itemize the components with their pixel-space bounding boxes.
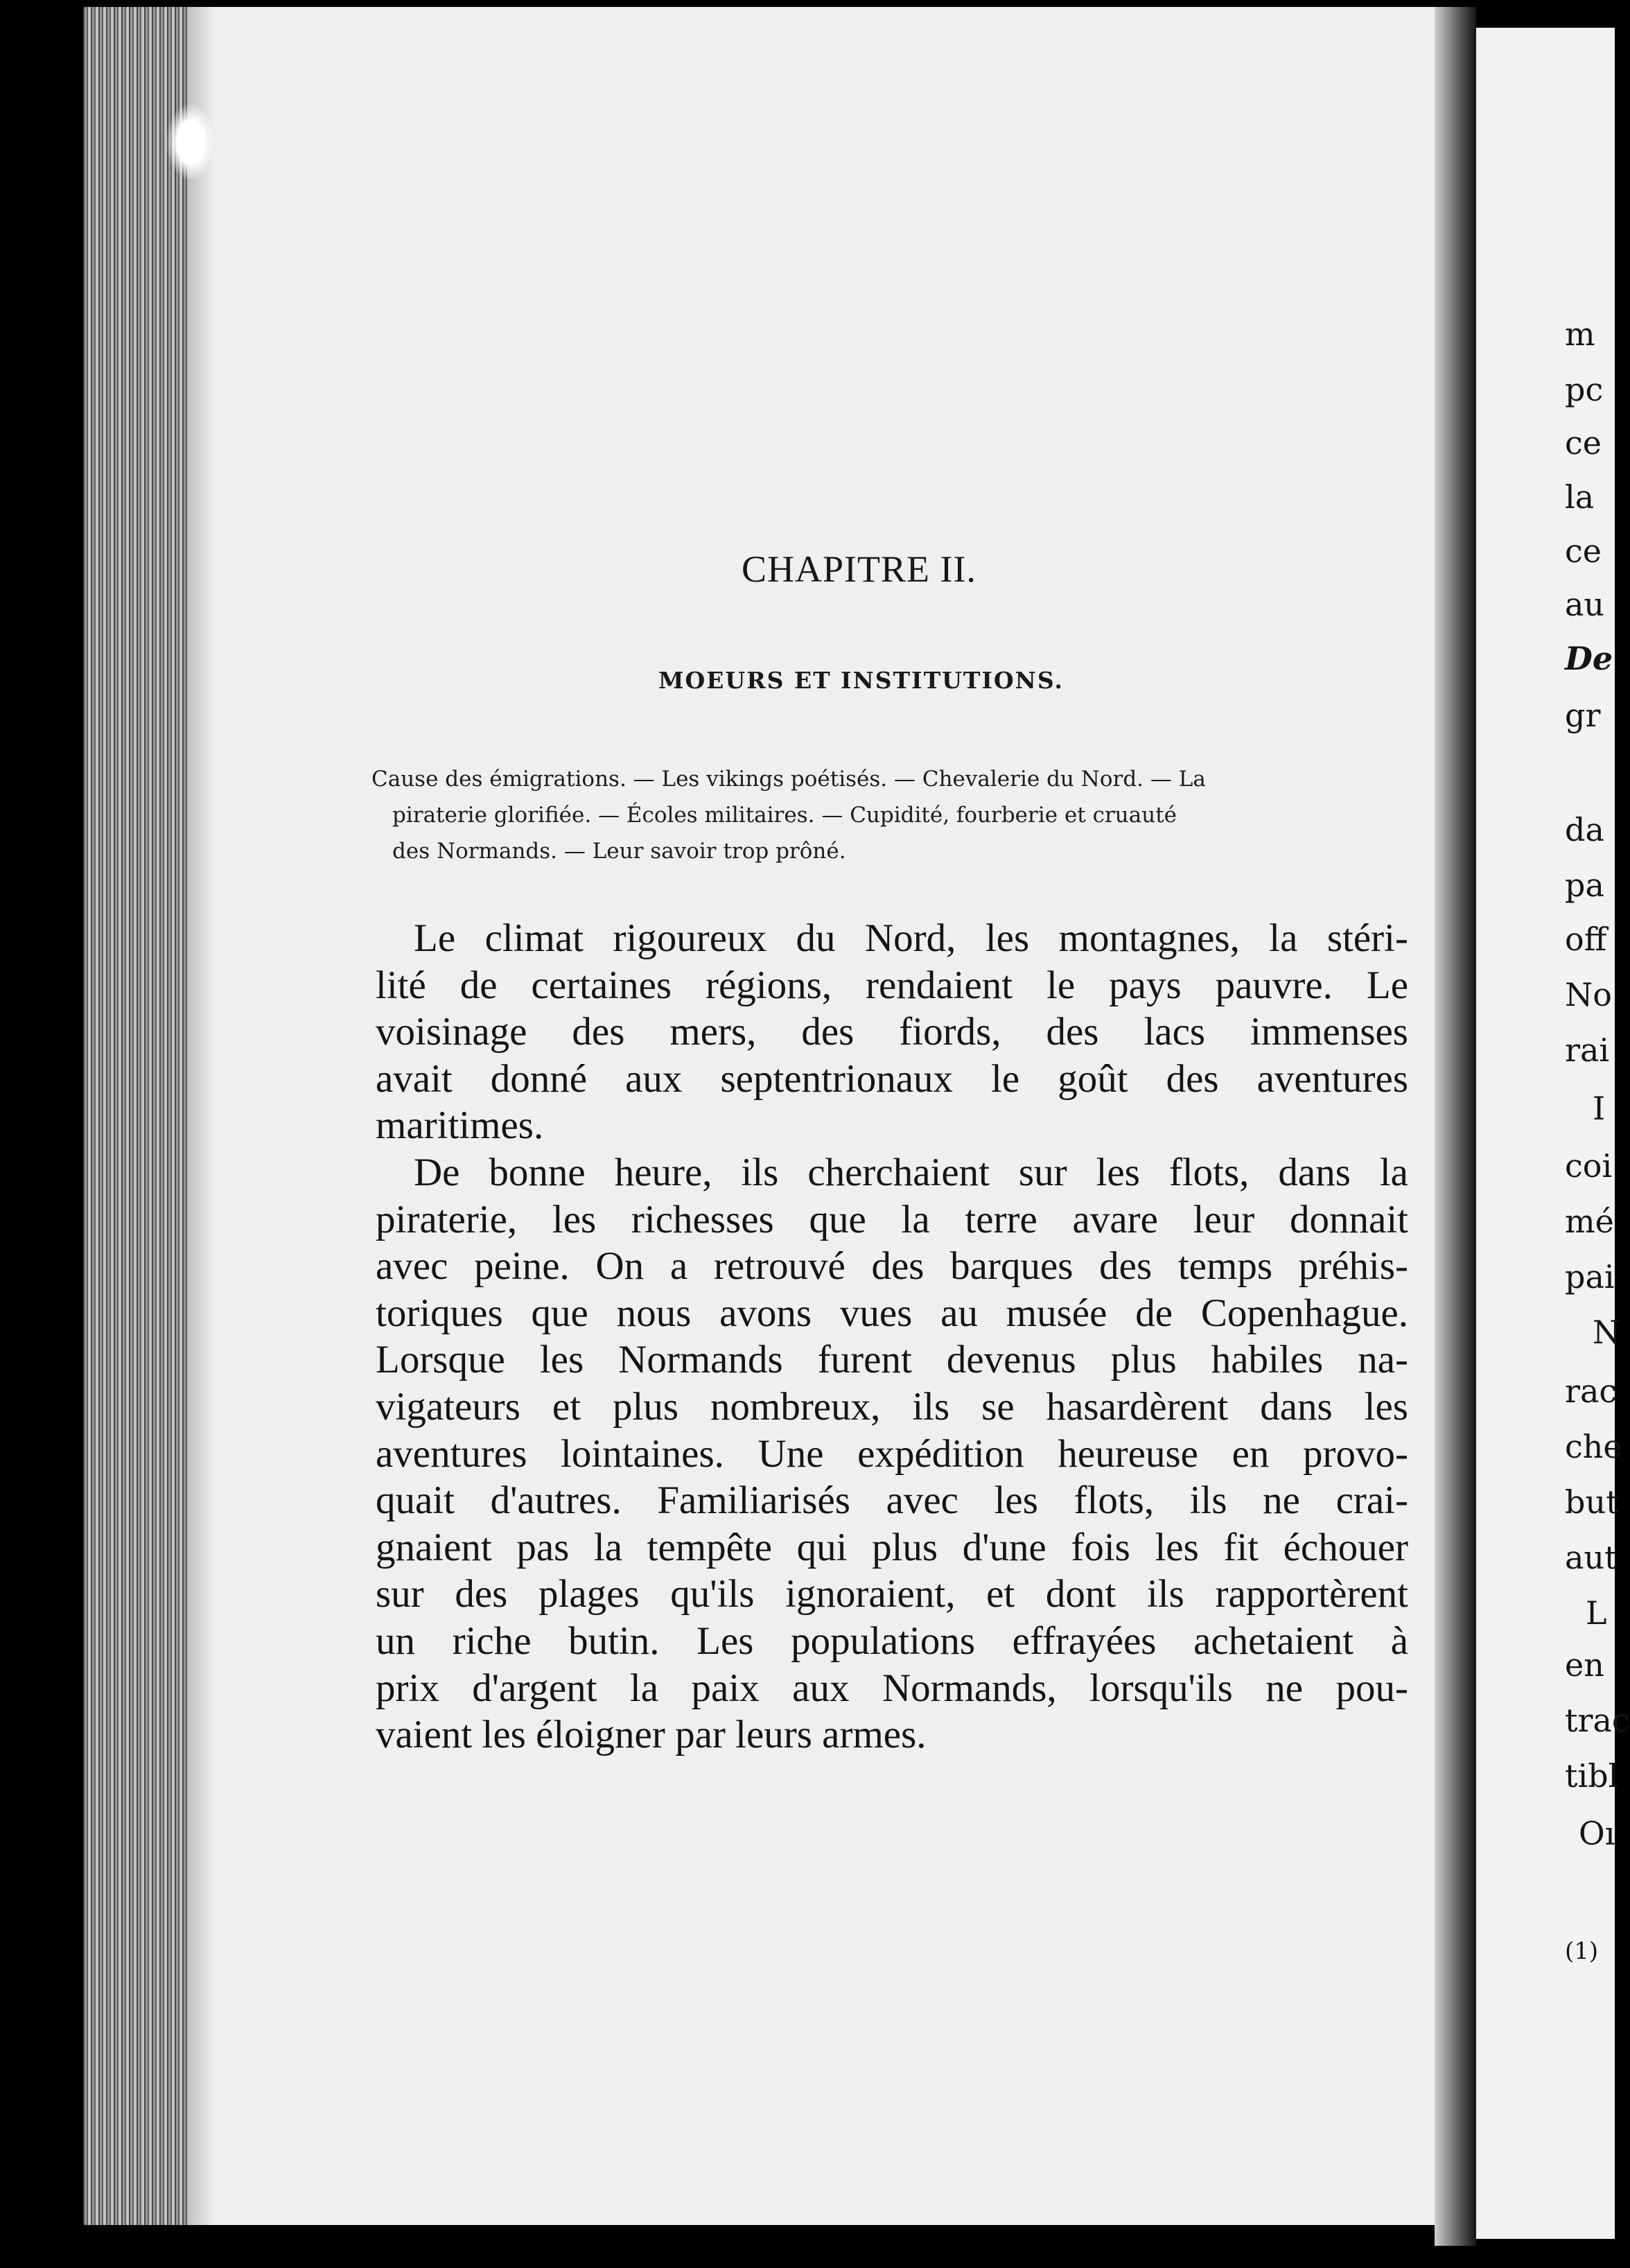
body-line: sur des plages qu'ils ignoraient, et dont ils rapportèrent [376,1572,1408,1616]
right-page-text [1565,0,1630,2268]
right-fragment: da [1565,811,1604,848]
body-line: maritimes. [376,1104,544,1148]
right-fragment: mé [1565,1203,1614,1240]
right-fragment: Oı [1579,1815,1615,1852]
right-fragment: pa [1565,866,1604,904]
right-fragment: De [1565,640,1613,677]
right-fragment: aut [1565,1539,1618,1576]
body-line: avec peine. On a retrouvé des barques des temps préhis- [376,1244,1408,1289]
right-fragment: (1) [1565,1937,1599,1965]
body-line: De bonne heure, ils cherchaient sur les flots, dans la [414,1150,1408,1194]
body-line: aventures lointaines. Une expédition heureuse en provo- [376,1431,1408,1476]
right-fragment: but [1565,1483,1619,1521]
body-line: vigateurs et plus nombreux, ils se hasardèrent dans les [376,1384,1408,1429]
body-line: Lorsque les Normands furent devenus plus habiles na- [376,1338,1408,1382]
right-fragment: la [1565,478,1595,516]
right-fragment: rac [1565,1372,1618,1410]
page-edges [83,7,187,2225]
right-fragment: coi [1565,1147,1613,1185]
body-line: quait d'autres. Familiarisés avec les flots, ils ne crai- [376,1478,1408,1523]
summary-line: des Normands. — Leur savoir trop prôné. [392,839,846,864]
right-fragment: gr [1565,697,1601,734]
body-line: gnaient pas la tempête qui plus d'une fois les fit échouer [376,1525,1408,1569]
right-fragment: en [1565,1646,1604,1684]
section-title: MOEURS ET INSTITUTIONS. [658,667,1064,694]
body-line: piraterie, les richesses que la terre avare leur donnait [376,1197,1408,1241]
body-text [376,915,1408,1759]
book-gutter [1435,7,1476,2246]
body-line: un riche butin. Les populations effrayées achetaient à [376,1619,1408,1663]
chapter-summary [371,761,1397,869]
chapter-title: CHAPITRE II. [742,548,976,590]
body-line: lité de certaines régions, rendaient le pays pauvre. Le [376,963,1408,1007]
right-fragment: m [1565,315,1595,353]
right-fragment: pai [1565,1258,1615,1296]
right-fragment: tibl [1565,1757,1619,1795]
right-fragment: off [1565,921,1607,958]
summary-line: Cause des émigrations. — Les vikings poétisés. — Chevalerie du Nord. — La [371,767,1206,792]
right-fragment: L [1586,1594,1607,1632]
right-fragment: I [1593,1090,1606,1127]
right-fragment: pc [1565,371,1604,408]
right-fragment: au [1565,586,1605,623]
body-line: avait donné aux septentrionaux le goût des aventures [376,1056,1408,1101]
summary-line: piraterie glorifiée. — Écoles militaires. — Cupidité, fourberie et cruauté [392,803,1177,828]
body-line: vaient les éloigner par leurs armes. [376,1713,927,1757]
paper-blemish [166,104,215,180]
right-fragment: No [1565,976,1612,1013]
right-fragment: N [1593,1314,1621,1351]
right-fragment: ce [1565,424,1602,462]
right-fragment: rai [1565,1031,1610,1069]
body-line: prix d'argent la paix aux Normands, lorsqu'ils ne pou- [376,1666,1408,1710]
body-line: Le climat rigoureux du Nord, les montagnes, la stéri- [414,916,1408,960]
body-line: voisinage des mers, des fiords, des lacs immenses [376,1010,1408,1054]
right-fragment: ce [1565,532,1602,570]
body-line: toriques que nous avons vues au musée de Copenhague. [376,1291,1408,1335]
right-fragment: trac [1565,1702,1630,1739]
right-fragment: che [1565,1428,1622,1465]
